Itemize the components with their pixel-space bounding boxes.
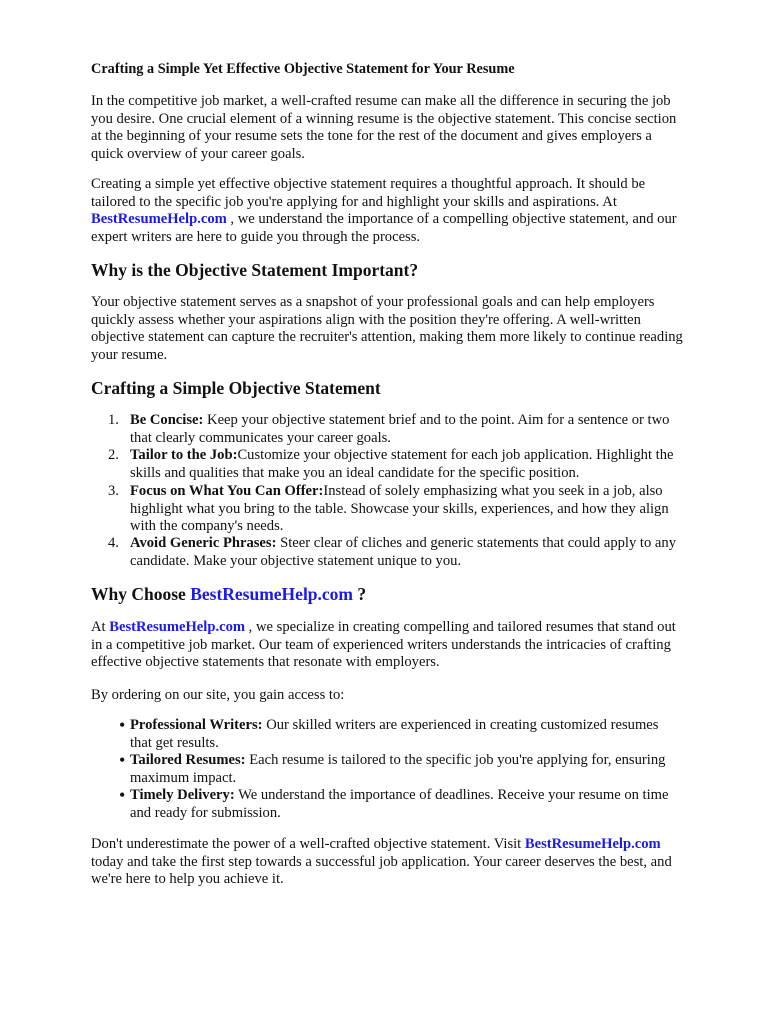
text-line: , we specialize in creating compelling and tailored resumes that stand out	[245, 619, 676, 635]
text-line: In the competitive job market, a well-crafted resume can make all the difference in securing the job	[91, 93, 671, 109]
text-line: maximum impact.	[130, 769, 237, 786]
item-label: Tailor to the Job:	[130, 447, 238, 463]
bestresumehelp-link[interactable]: BestResumeHelp.com	[91, 211, 227, 227]
item-label: Tailored Resumes:	[130, 752, 246, 768]
text-line: that clearly communicates your career goals.	[130, 429, 391, 446]
text-line: quickly assess whether your aspirations align with the position they're offering. A well-written	[91, 311, 641, 328]
text-line: skills and qualities that make you an ideal candidate for the specific position.	[130, 464, 580, 481]
heading-crafting: Crafting a Simple Objective Statement	[91, 378, 381, 398]
text-line: Each resume is tailored to the specific job you're applying for, ensuring	[245, 752, 666, 768]
text-line: Instead of solely emphasizing what you seek in a job, also	[323, 483, 663, 499]
heading-importance: Why is the Objective Statement Important?	[91, 260, 419, 280]
text-line: expert writers are here to guide you through the process.	[91, 228, 421, 245]
text-line: We understand the importance of deadlines. Receive your resume on time	[234, 787, 669, 803]
benefits-list	[91, 717, 741, 822]
list-item	[91, 483, 741, 535]
list-number: 1.	[108, 412, 119, 428]
text-line: you desire. One crucial element of a winning resume is the objective statement. This concise section	[91, 110, 677, 127]
text-line: effective objective statements that resonate with employers.	[91, 654, 440, 670]
approach-paragraph	[91, 176, 741, 246]
text-line: your resume.	[91, 346, 168, 363]
item-label: Be Concise:	[130, 412, 204, 428]
bullet-icon: •	[119, 750, 126, 770]
text-line: Customize your objective statement for each job application. Highlight the	[237, 447, 674, 463]
list-item	[91, 412, 741, 447]
item-label: Timely Delivery:	[130, 787, 235, 803]
closing-paragraph	[91, 836, 741, 889]
text-line: Creating a simple yet effective objective statement requires a thoughtful approach. It should be	[91, 176, 646, 192]
text-line: with the company's needs.	[130, 518, 284, 534]
text-line: in a competitive job market. Our team of experienced writers understands the intricacies of crafting	[91, 636, 671, 653]
list-item	[91, 535, 741, 570]
item-label: Focus on What You Can Offer:	[130, 483, 324, 499]
text-line: at the beginning of your resume sets the tone for the rest of the document and gives employers a	[91, 128, 652, 144]
text-line: At	[91, 619, 110, 635]
list-item	[91, 447, 741, 483]
text-line: tailored to the specific job you're applying for and highlight your skills and aspirations. At	[91, 193, 617, 210]
text-line: Our skilled writers are experienced in creating customized resumes	[262, 717, 659, 733]
item-label: Professional Writers:	[130, 717, 263, 733]
access-paragraph: By ordering on our site, you gain access to:	[91, 687, 345, 703]
heading-text: Why Choose	[91, 584, 191, 604]
list-item	[91, 752, 741, 787]
heading-why-choose	[91, 584, 741, 604]
about-paragraph	[91, 619, 741, 672]
text-line: that get results.	[130, 734, 219, 751]
importance-paragraph	[91, 294, 741, 364]
bestresumehelp-link[interactable]: BestResumeHelp.com	[524, 836, 661, 852]
text-line: Steer clear of cliches and generic statements that could apply to any	[276, 535, 677, 551]
text-line: , we understand the importance of a compelling objective statement, and our	[226, 211, 677, 227]
bullet-icon: •	[119, 785, 126, 805]
text-line: Your objective statement serves as a snapshot of your professional goals and can help employers	[91, 294, 655, 310]
text-line: quick overview of your career goals.	[91, 145, 305, 162]
text-line: we're here to help you achieve it.	[91, 871, 284, 887]
text-line: candidate. Make your objective statement unique to you.	[130, 552, 462, 569]
bestresumehelp-link[interactable]: BestResumeHelp.com	[190, 584, 354, 604]
item-label: Avoid Generic Phrases:	[130, 535, 277, 551]
bullet-icon: •	[119, 715, 126, 735]
steps-list	[91, 412, 741, 570]
list-number: 3.	[108, 483, 119, 499]
text-line: today and take the first step towards a successful job application. Your career deserves the best, and	[91, 853, 672, 870]
text-line: and ready for submission.	[130, 804, 281, 821]
document-title: Crafting a Simple Yet Effective Objective Statement for Your Resume	[91, 61, 515, 77]
list-item	[91, 717, 741, 752]
text-line: highlight what you bring to the table. Showcase your skills, experiences, and how they align	[130, 500, 669, 517]
intro-paragraph	[91, 93, 741, 163]
list-item	[91, 787, 741, 822]
heading-text: ?	[353, 584, 367, 604]
text-line: Don't underestimate the power of a well-crafted objective statement. Visit	[91, 836, 525, 852]
bestresumehelp-link[interactable]: BestResumeHelp.com	[109, 619, 246, 635]
text-line: Keep your objective statement brief and to the point. Aim for a sentence or two	[203, 412, 670, 428]
list-number: 2.	[108, 447, 119, 463]
list-number: 4.	[108, 535, 119, 551]
text-line: objective statement can capture the recruiter's attention, making them more likely to continue reading	[91, 329, 683, 345]
